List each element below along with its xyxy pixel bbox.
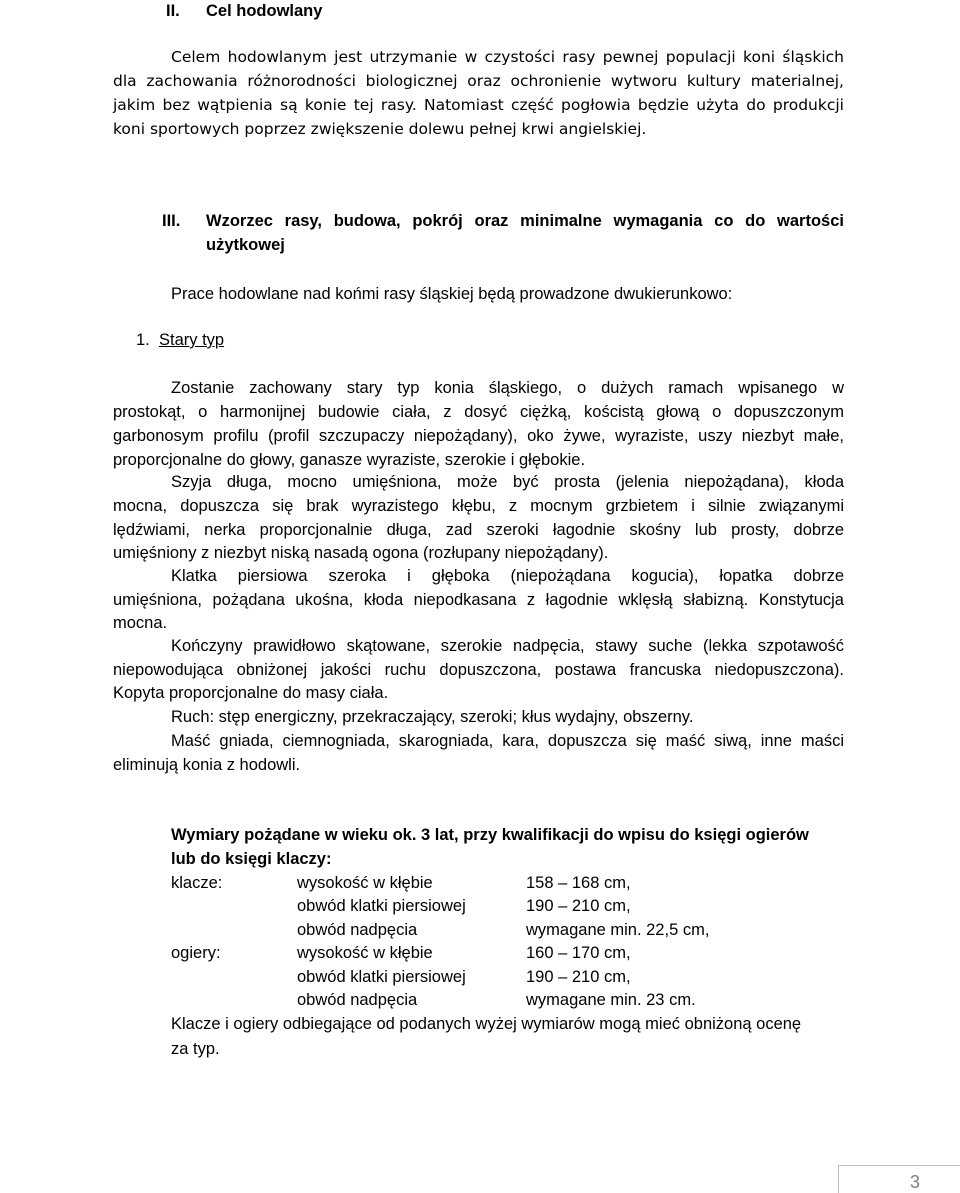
section-title: Cel hodowlany xyxy=(206,2,323,20)
dimension-value: 160 – 170 cm, xyxy=(526,944,631,962)
body-line: niepowodująca obniżonej jakości ruchu dopuszczona, postawa francuska niedopuszczona). xyxy=(113,661,844,679)
section-title-continued: użytkowej xyxy=(206,236,285,254)
dimensions-note-continued: za typ. xyxy=(171,1040,220,1058)
page-number: 3 xyxy=(909,1172,920,1192)
dimensions-heading-continued: lub do księgi klaczy: xyxy=(171,850,332,868)
dimension-group: ogiery: xyxy=(171,944,221,962)
dimension-measure: obwód klatki piersiowej xyxy=(297,897,466,915)
body-line: Kończyny prawidłowo skątowane, szerokie nadpęcia, stawy suche (lekka szpotawość xyxy=(171,637,844,655)
paragraph-line: koni sportowych poprzez zwiększenie dolewu pełnej krwi angielskiej. xyxy=(113,120,647,138)
dimension-value: 190 – 210 cm, xyxy=(526,897,631,915)
dimension-measure: obwód nadpęcia xyxy=(297,991,418,1009)
dimension-group: klacze: xyxy=(171,874,223,892)
body-line: Zostanie zachowany stary typ konia śląskiego, o dużych ramach wpisanego w xyxy=(171,379,844,397)
body-line: umięśniony z niezbyt niską nasadą ogona (rozłupany niepożądany). xyxy=(113,544,609,562)
section-intro: Prace hodowlane nad końmi rasy śląskiej będą prowadzone dwukierunkowo: xyxy=(171,285,733,303)
page-number-box xyxy=(838,1165,960,1193)
section-number: III. xyxy=(162,212,181,230)
body-line: garbonosym profilu (profil szczupaczy niepożądany), oko żywe, wyraziste, uszy niezbyt małe, xyxy=(113,427,844,445)
body-line: lędźwiami, nerka proporcjonalnie długa, zad szeroki łagodnie skośny lub prosty, dobrze xyxy=(113,521,844,539)
body-line: eliminują konia z hodowli. xyxy=(113,756,301,774)
body-line: Szyja długa, mocno umięśniona, może być prosta (jelenia niepożądana), kłoda xyxy=(171,473,844,491)
dimension-measure: wysokość w kłębie xyxy=(297,874,433,892)
dimension-measure: obwód klatki piersiowej xyxy=(297,968,466,986)
dimension-value: 158 – 168 cm, xyxy=(526,874,631,892)
paragraph-line: jakim bez wątpienia są konie tej rasy. Natomiast część pogłowia będzie użyta do produkcji xyxy=(113,96,844,114)
item-number: 1. xyxy=(136,331,150,349)
body-line: Kopyta proporcjonalne do masy ciała. xyxy=(113,684,389,702)
body-line: Klatka piersiowa szeroka i głęboka (niepożądana kogucia), łopatka dobrze xyxy=(171,567,844,585)
body-line: mocna, dopuszcza się brak wyrazistego kłębu, z mocnym grzbietem i silnie związanymi xyxy=(113,497,844,515)
dimension-measure: obwód nadpęcia xyxy=(297,921,418,939)
paragraph-line: Celem hodowlanym jest utrzymanie w czystości rasy pewnej populacji koni śląskich xyxy=(171,48,844,66)
body-line: Maść gniada, ciemnogniada, skarogniada, kara, dopuszcza się maść siwą, inne maści xyxy=(171,732,844,750)
section-title: Wzorzec rasy, budowa, pokrój oraz minimalne wymagania co do wartości xyxy=(206,212,844,230)
dimension-value: wymagane min. 22,5 cm, xyxy=(526,921,710,939)
dimension-value: 190 – 210 cm, xyxy=(526,968,631,986)
paragraph-line: dla zachowania różnorodności biologicznej oraz ochronienie wytworu kultury materialnej, xyxy=(113,72,844,90)
dimension-value: wymagane min. 23 cm. xyxy=(526,991,696,1009)
body-line: Ruch: stęp energiczny, przekraczający, szeroki; kłus wydajny, obszerny. xyxy=(171,708,694,726)
body-line: proporcjonalne do głowy, ganasze wyraziste, szerokie i głębokie. xyxy=(113,451,586,469)
section-number: II. xyxy=(166,2,180,20)
body-line: mocna. xyxy=(113,614,168,632)
dimensions-heading: Wymiary pożądane w wieku ok. 3 lat, przy kwalifikacji do wpisu do księgi ogierów xyxy=(171,826,809,844)
dimension-measure: wysokość w kłębie xyxy=(297,944,433,962)
body-line: prostokąt, o harmonijnej budowie ciała, z dosyć ciężką, kościstą głową o dopuszczonym xyxy=(113,403,844,421)
item-title: Stary typ xyxy=(159,331,225,349)
body-line: umięśniona, pożądana ukośna, kłoda niepodkasana z łagodnie wklęsłą słabizną. Konstytucja xyxy=(113,591,844,609)
dimensions-note: Klacze i ogiery odbiegające od podanych wyżej wymiarów mogą mieć obniżoną ocenę xyxy=(171,1015,802,1033)
